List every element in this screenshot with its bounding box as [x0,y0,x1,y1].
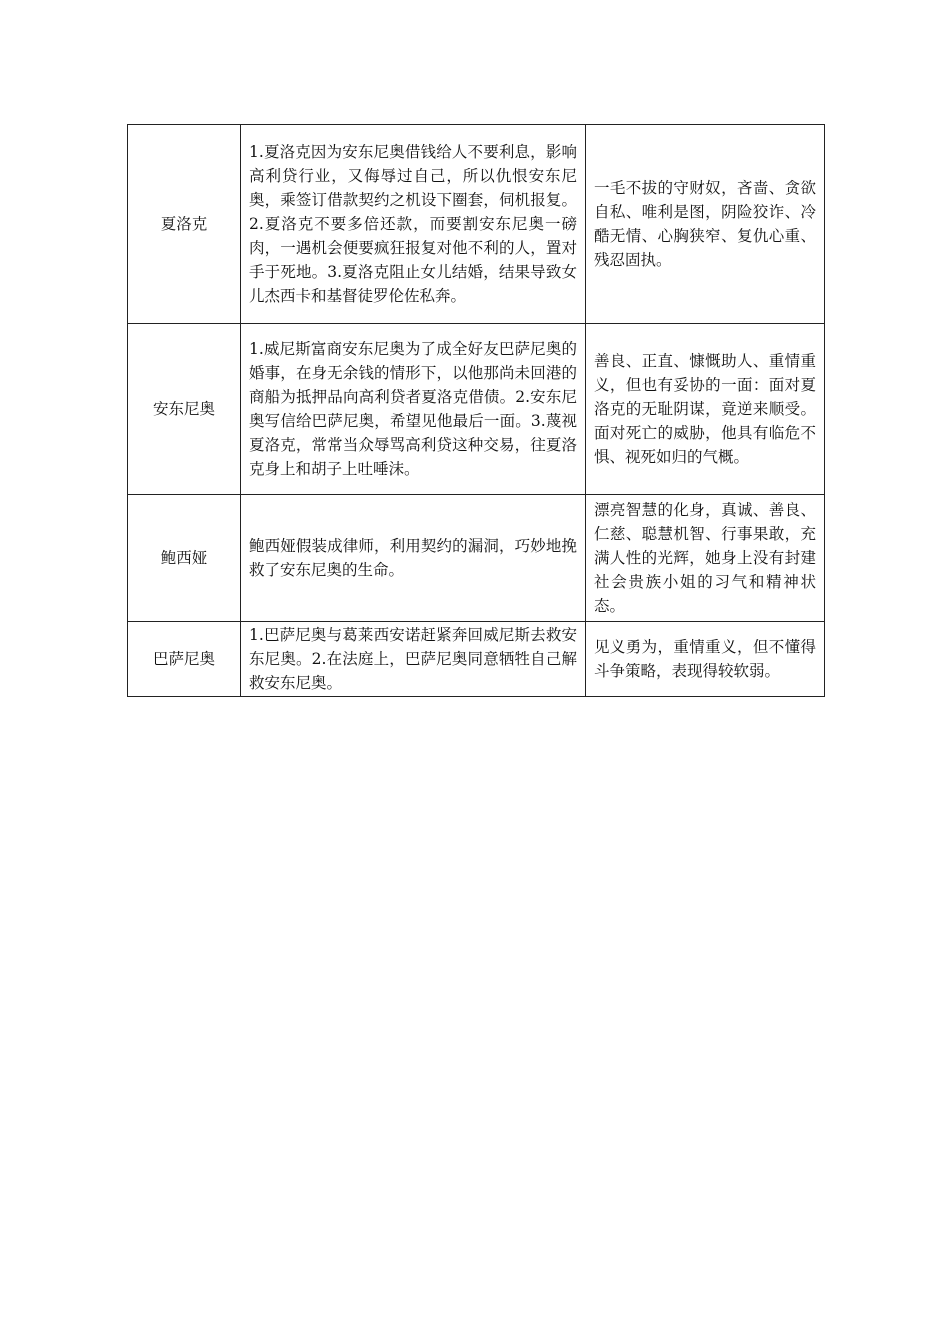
table-row [128,622,825,697]
character-traits: 善良、正直、慷慨助人、重情重义，但也有妥协的一面：面对夏洛克的无耻阴谋，竟逆来顺受。面对死亡的威胁，他具有临危不惧、视死如归的气概。 [586,324,825,495]
character-name: 安东尼奥 [128,324,241,495]
character-name: 夏洛克 [128,125,241,324]
character-name: 巴萨尼奥 [128,622,241,697]
table-row [128,495,825,622]
character-name: 鲍西娅 [128,495,241,622]
character-events: 1.夏洛克因为安东尼奥借钱给人不要利息，影响高利贷行业，又侮辱过自己，所以仇恨安东尼奥，乘签订借款契约之机设下圈套，伺机报复。2.夏洛克不要多倍还款，而要割安东尼奥一磅肉，一遇机会便要疯狂报复对他不利的人，置对手于死地。3.夏洛克阻止女儿结婚，结果导致女儿杰西卡和基督徒罗伦佐私奔。 [241,125,586,324]
character-traits: 见义勇为，重情重义，但不懂得斗争策略，表现得较软弱。 [586,622,825,697]
character-traits: 一毛不拔的守财奴，吝啬、贪欲自私、唯利是图，阴险狡诈、冷酷无情、心胸狭窄、复仇心重、残忍固执。 [586,125,825,324]
character-events: 鲍西娅假装成律师，利用契约的漏洞，巧妙地挽救了安东尼奥的生命。 [241,495,586,622]
character-events: 1.威尼斯富商安东尼奥为了成全好友巴萨尼奥的婚事，在身无余钱的情形下，以他那尚未回港的商船为抵押品向高利贷者夏洛克借债。2.安东尼奥写信给巴萨尼奥，希望见他最后一面。3.蔑视夏洛克，常常当众辱骂高利贷这种交易，往夏洛克身上和胡子上吐唾沫。 [241,324,586,495]
character-traits: 漂亮智慧的化身，真诚、善良、仁慈、聪慧机智、行事果敢，充满人性的光辉，她身上没有封建社会贵族小姐的习气和精神状态。 [586,495,825,622]
character-events: 1.巴萨尼奥与葛莱西安诺赶紧奔回威尼斯去救安东尼奥。2.在法庭上，巴萨尼奥同意牺牲自己解救安东尼奥。 [241,622,586,697]
table-row [128,125,825,324]
character-table [127,124,825,697]
table-row [128,324,825,495]
